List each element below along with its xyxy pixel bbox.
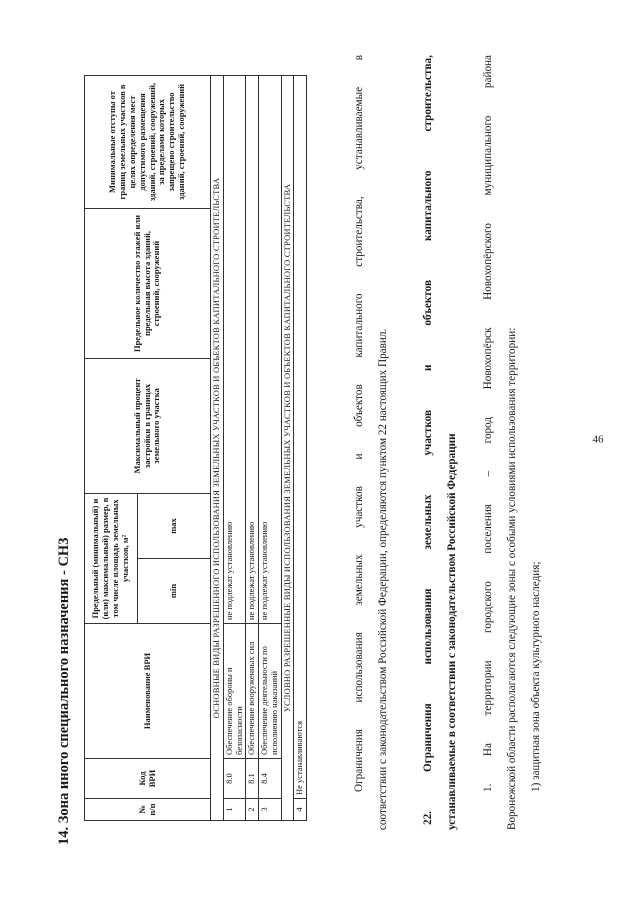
row-num: 1 (223, 799, 246, 821)
header-name: Наименование ВРИ (85, 624, 211, 759)
para2-line2: Воронежской области располагаются следующие зоны с особыми условиями использования территории: (506, 327, 518, 830)
table-row (223, 75, 246, 820)
table-row (259, 75, 282, 820)
row-num: 3 (259, 799, 282, 821)
row-name: Обеспечение обороны и безопасности (223, 624, 246, 759)
para2-item1: 1) защитная зона объекта культурного наследия; (530, 561, 542, 792)
para1-line1: Ограничения использования земельных участков и объектов капитального строительства, устанавливаемые в (353, 55, 365, 792)
row-name: Обеспечение деятельности по исполнению наказаний (259, 624, 282, 759)
table-row (294, 75, 307, 820)
section22-line1: 22. Ограничения использования земельных участков и объектов капитального строительства, (422, 55, 434, 825)
row-code: 8.0 (223, 759, 246, 799)
section-conditional-uses: УСЛОВНО РАЗРЕШЕННЫЕ ВИДЫ ИСПОЛЬЗОВАНИЯ ЗЕМЕЛЬНЫХ УЧАСТКОВ И ОБЪЕКТОВ КАПИТАЛЬНОГО СТРОИТЕЛЬСТВА (281, 75, 294, 820)
section-row (211, 75, 224, 820)
header-floors: Предельное количество этажей или предельная высота зданий, строений, сооружений (85, 208, 211, 358)
header-setback: Минимальные отступы от границ земельных участков в целях определения мест допустимого размещения зданий, строений, сооружений, за пределами которых запрещено строительство зданий, строений, сооружений (85, 75, 211, 208)
row-code: 8.1 (246, 759, 259, 799)
table-row (246, 75, 259, 820)
para2-line1: 1. На территории городского поселения – город Новохопёрск Новохопёрского муниципального района (482, 55, 494, 792)
para1-line2: соответствии с законодательством Российской Федерации, определяются пунктом 22 настоящих Правил. (377, 328, 389, 830)
row-value: не подлежат установлению (223, 75, 246, 623)
table-header-row (85, 75, 138, 820)
section-row (281, 75, 294, 820)
row-value: не подлежат установлению (259, 75, 282, 623)
row-num: 2 (246, 799, 259, 821)
header-num: № п/п (85, 799, 211, 821)
page-title: 14. Зона иного специального назначения - СН3 (56, 537, 72, 845)
row-num: 4 (294, 799, 307, 821)
section-main-uses: ОСНОВНЫЕ ВИДЫ РАЗРЕШЕННОГО ИСПОЛЬЗОВАНИЯ ЗЕМЕЛЬНЫХ УЧАСТКОВ И ОБЪЕКТОВ КАПИТАЛЬНОГО СТРОИТЕЛЬСТВА (211, 75, 224, 820)
row-name: Обеспечение вооруженных сил (246, 624, 259, 759)
header-code: Код ВРИ (85, 759, 211, 799)
page-number: 46 (592, 433, 604, 446)
header-size: Предельный (минимальный) и (или) максимальный) размер, в том числе площадь земельных участков, м² (85, 493, 138, 623)
row-text: Не устанавливаются (294, 75, 307, 798)
zone-table (84, 75, 307, 821)
header-max: max (138, 493, 211, 558)
section22-line2: устанавливаемые в соответствии с законодательством Российской Федерации (446, 433, 458, 830)
row-code: 8.4 (259, 759, 282, 799)
header-percent: Максимальный процент застройки в границах земельного участка (85, 358, 211, 493)
header-min: min (138, 559, 211, 624)
row-value: не подлежат установлению (246, 75, 259, 623)
